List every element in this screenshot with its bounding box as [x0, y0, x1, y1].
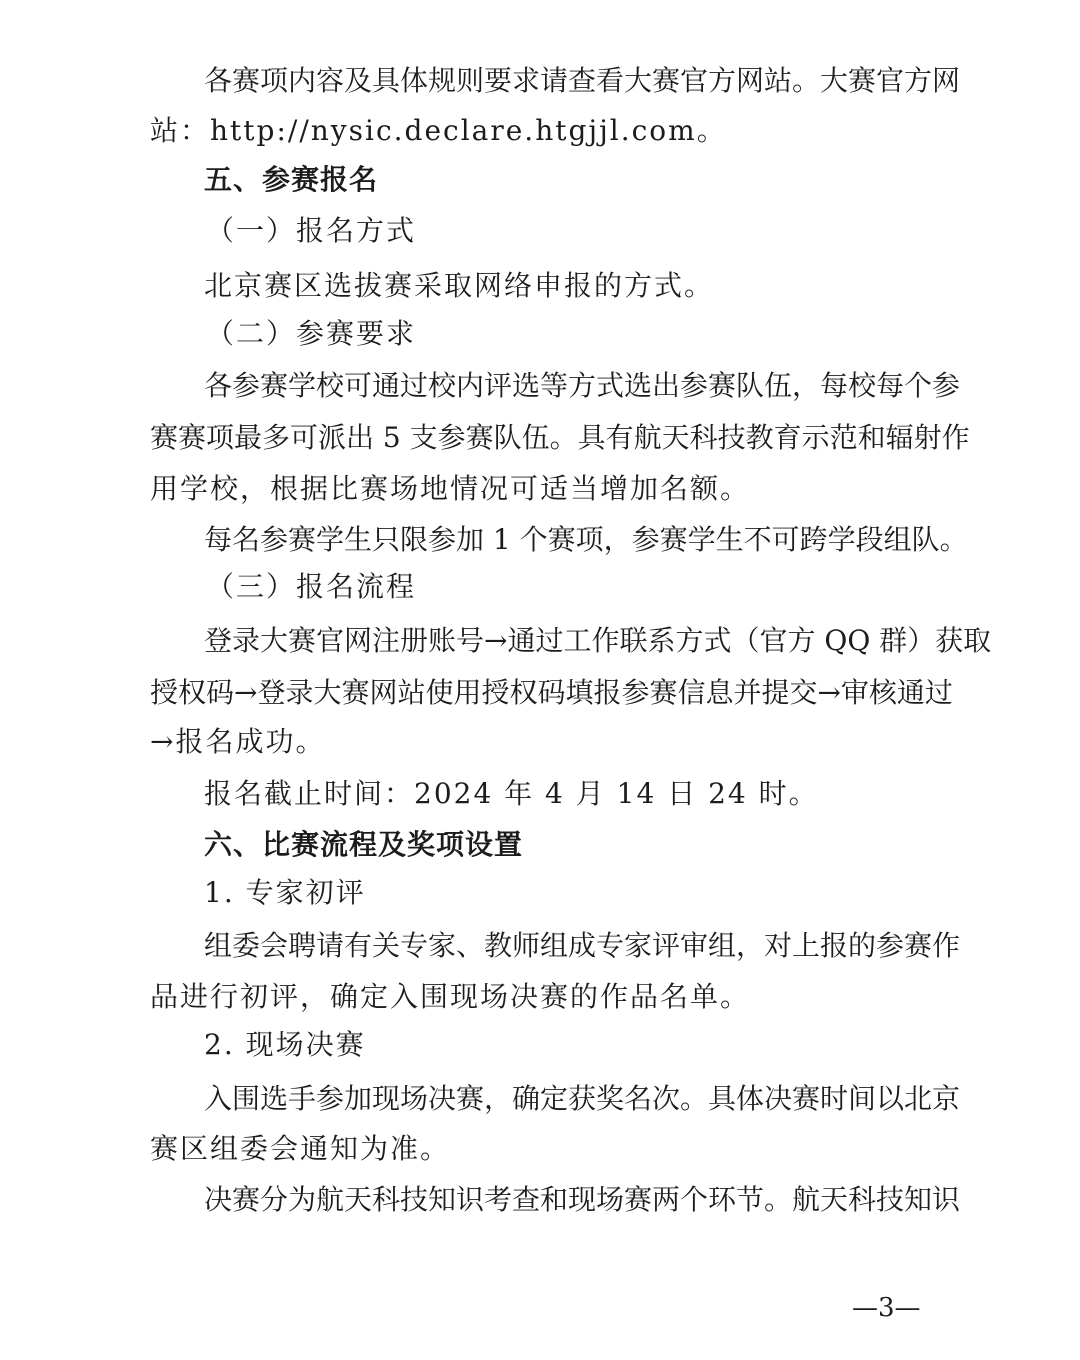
paragraph-line: →报名成功。: [150, 725, 326, 758]
section-heading: 六、比赛流程及奖项设置: [204, 828, 524, 861]
paragraph-line: 各赛项内容及具体规则要求请查看大赛官方网站。大赛官方网: [204, 64, 961, 97]
paragraph-line: 用学校，根据比赛场地情况可适当增加名额。: [150, 472, 751, 505]
subsection-heading: （一）报名方式: [206, 214, 417, 247]
paragraph-line: 站：http://nysic.declare.htgjjl.com。: [150, 114, 727, 147]
section-heading: 五、参赛报名: [204, 163, 379, 196]
paragraph-line: 各参赛学校可通过校内评选等方式选出参赛队伍，每校每个参: [204, 369, 961, 402]
paragraph-line: 报名截止时间：2024 年 4 月 14 日 24 时。: [204, 777, 819, 810]
paragraph-line: 组委会聘请有关专家、教师组成专家评审组，对上报的参赛作: [204, 929, 961, 962]
paragraph-line: 品进行初评，确定入围现场决赛的作品名单。: [150, 980, 751, 1013]
paragraph-line: 赛赛项最多可派出 5 支参赛队伍。具有航天科技教育示范和辐射作: [150, 421, 970, 454]
subsection-heading: 1. 专家初评: [204, 876, 366, 909]
subsection-heading: （三）报名流程: [206, 570, 417, 603]
subsection-heading: （二）参赛要求: [206, 317, 417, 350]
page-number: —3—: [852, 1293, 921, 1323]
paragraph-line: 登录大赛官网注册账号→通过工作联系方式（官方 QQ 群）获取: [204, 624, 992, 657]
paragraph-line: 入围选手参加现场决赛，确定获奖名次。具体决赛时间以北京: [204, 1082, 961, 1115]
paragraph-line: 决赛分为航天科技知识考查和现场赛两个环节。航天科技知识: [204, 1183, 961, 1216]
paragraph-line: 每名参赛学生只限参加 1 个赛项，参赛学生不可跨学段组队。: [204, 523, 968, 556]
paragraph-line: 赛区组委会通知为准。: [150, 1132, 451, 1165]
paragraph-line: 北京赛区选拔赛采取网络申报的方式。: [204, 269, 715, 302]
subsection-heading: 2. 现场决赛: [204, 1028, 366, 1061]
paragraph-line: 授权码→登录大赛网站使用授权码填报参赛信息并提交→审核通过: [150, 676, 953, 709]
